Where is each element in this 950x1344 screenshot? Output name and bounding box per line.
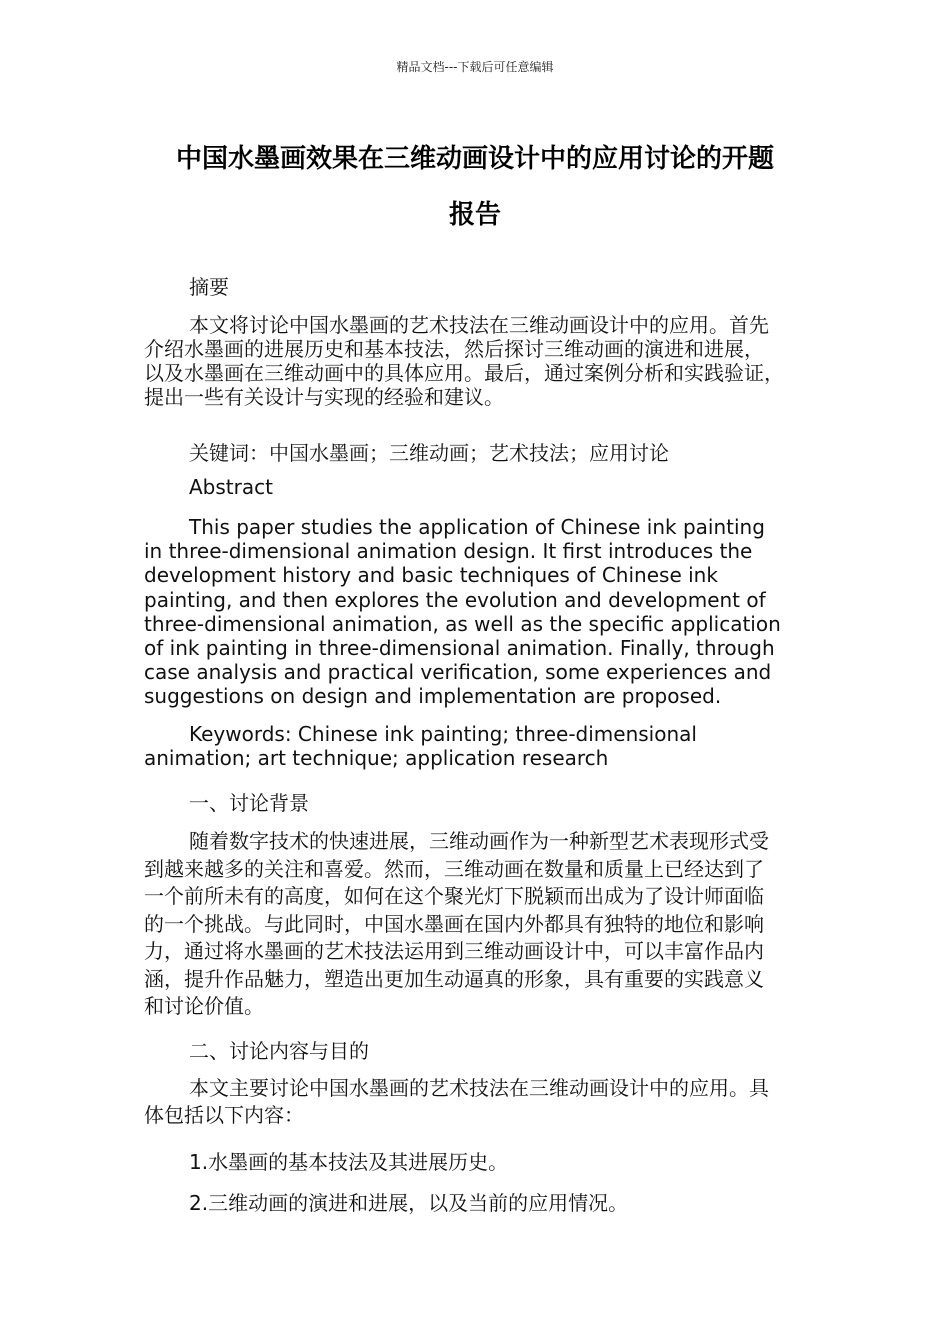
list-item-2: 2.三维动画的演进和进展，以及当前的应用情况。 — [189, 1191, 629, 1215]
keywords-cn: 关键词：中国水墨画；三维动画；艺术技法；应用讨论 — [189, 441, 669, 465]
page-header: 精品文档---下载后可任意编辑 — [396, 60, 554, 74]
text-line: 本文将讨论中国水墨画的艺术技法在三维动画设计中的应用。首先 — [189, 313, 769, 337]
text-line: This paper studies the application of Chinese ink painting — [189, 515, 765, 539]
text-line: case analysis and practical verification, some experiences and — [144, 660, 772, 685]
title-line-2: 报告 — [448, 200, 501, 230]
text-line: 力，通过将水墨画的艺术技法运用到三维动画设计中，可以丰富作品内 — [144, 939, 764, 963]
text-line: 以及水墨画在三维动画中的具体应用。最后，通过案例分析和实践验证， — [144, 361, 784, 385]
title-line-1: 中国水墨画效果在三维动画设计中的应用讨论的开题 — [175, 144, 774, 174]
text-line: of ink painting in three-dimensional animation. Finally, through — [144, 636, 775, 661]
text-line: animation; art technique; application research — [144, 746, 609, 771]
text-line: painting, and then explores the evolution and development of — [144, 587, 766, 612]
section2-paragraph — [144, 1075, 824, 1129]
text-line: three-dimensional animation, as well as the specific application — [144, 611, 781, 636]
section2-heading: 二、讨论内容与目的 — [189, 1039, 369, 1063]
list-item-1: 1.水墨画的基本技法及其进展历史。 — [189, 1150, 509, 1174]
text-line: Keywords: Chinese ink painting; three-dimensional — [189, 722, 697, 746]
text-line: 介绍水墨画的进展历史和基本技法，然后探讨三维动画的演进和进展， — [144, 337, 764, 361]
text-line: 随着数字技术的快速进展，三维动画作为一种新型艺术表现形式受 — [189, 829, 769, 853]
text-line: 到越来越多的关注和喜爱。然而，三维动画在数量和质量上已经达到了 — [144, 856, 764, 881]
text-line: 和讨论价值。 — [144, 994, 264, 1018]
text-line: 一个前所未有的高度，如何在这个聚光灯下脱颖而出成为了设计师面临 — [144, 884, 764, 908]
text-line: 的一个挑战。与此同时，中国水墨画在国内外都具有独特的地位和影响 — [144, 911, 764, 936]
abstract-en-paragraph — [144, 515, 824, 709]
abstract-en-heading: Abstract — [189, 475, 273, 499]
text-line: development history and basic techniques of Chinese ink — [144, 563, 718, 588]
text-line: 体包括以下内容： — [144, 1103, 304, 1127]
text-line: 提出一些有关设计与实现的经验和建议。 — [144, 385, 504, 409]
abstract-cn-heading: 摘要 — [189, 275, 229, 299]
text-line: in three-dimensional animation design. It first introduces the — [144, 539, 753, 564]
abstract-cn-paragraph — [144, 313, 824, 409]
section1-paragraph — [144, 828, 824, 1021]
section1-heading: 一、讨论背景 — [189, 791, 309, 815]
keywords-en — [144, 722, 824, 770]
text-line: 涵，提升作品魅力，塑造出更加生动逼真的形象，具有重要的实践意义 — [144, 966, 764, 991]
text-line: 本文主要讨论中国水墨画的艺术技法在三维动画设计中的应用。具 — [189, 1076, 769, 1100]
text-line: suggestions on design and implementation are proposed. — [144, 684, 722, 709]
